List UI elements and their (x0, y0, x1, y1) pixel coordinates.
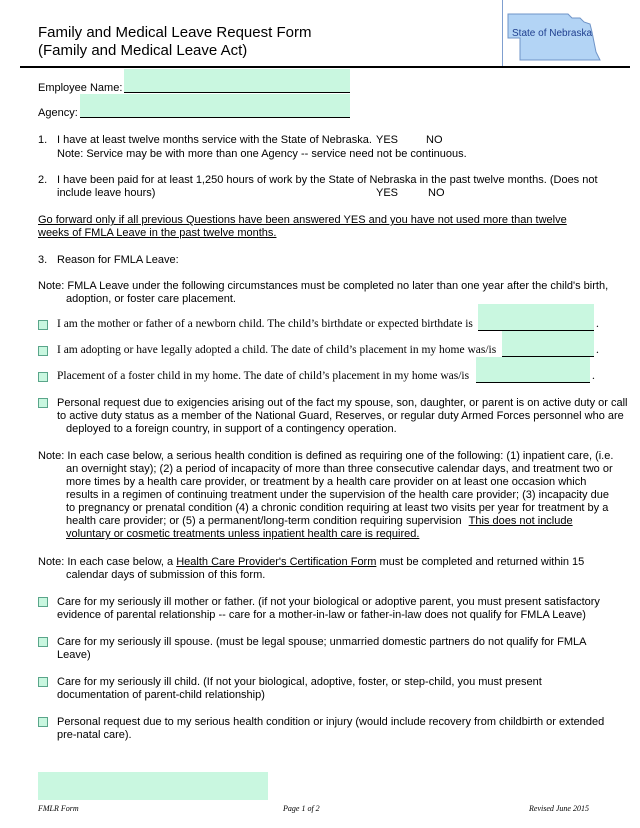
question-1-yes[interactable]: YES (376, 134, 399, 146)
care-parent-line1: Care for my seriously ill mother or father. (if not your biological or adoptive parent, you must present satisfactory (57, 596, 600, 608)
adoption-text: I am adopting or have legally adopted a child. The date of child’s placement in my home was/is (57, 344, 497, 356)
form-title (38, 24, 311, 60)
employee-name-input[interactable] (124, 79, 350, 93)
certification-form-link[interactable]: Health Care Provider's Certification Form (176, 556, 377, 568)
question-2-number: 2. (38, 174, 48, 186)
note-3-suffix: must be completed and returned within 15 (379, 556, 585, 568)
own-health-checkbox[interactable] (38, 717, 48, 727)
note-2-line4: results in a regimen of continuing treatment under the supervision of the health care provider; (3) incapacity due (66, 489, 609, 501)
care-spouse-line2: Leave) (57, 649, 91, 661)
care-parent-checkbox[interactable] (38, 597, 48, 607)
form-title-line2: (Family and Medical Leave Act) (38, 42, 248, 59)
military-exigency-line3: deployed to a foreign country, in support of a contingency operation. (66, 423, 397, 435)
note-1-line2: adoption, or foster care placement. (66, 293, 236, 305)
military-exigency-line1: Personal request due to exigencies arising out of the fact my spouse, son, daughter, or parent is on active duty or call (57, 397, 628, 409)
note-2-line6-underlined: This does not include (468, 515, 573, 527)
footer-page-number: Page 1 of 2 (283, 804, 320, 813)
care-child-line1: Care for my seriously ill child. (If not your biological, adoptive, foster, or step-child, you must present (57, 676, 542, 688)
newborn-birthdate-input[interactable] (478, 304, 594, 331)
bottom-input-field[interactable] (38, 772, 268, 800)
care-child-line2: documentation of parent-child relationship) (57, 689, 265, 701)
footer-revision-date: Revised June 2015 (529, 804, 589, 813)
note-2-line6-start: health care provider; or (5) a permanent/long-term condition requiring supervision (66, 515, 462, 527)
agency-label: Agency: (38, 107, 78, 119)
note-2-line1: Note: In each case below, a serious health condition is defined as requiring one of the following: (1) inpatient care, (i.e. (38, 450, 614, 462)
note-3-line2: calendar days of submission of this form. (66, 569, 266, 581)
foster-date-input[interactable] (476, 357, 590, 383)
forward-instruction-line1: Go forward only if all previous Questions have been answered YES and you have not used more than twelve (38, 214, 567, 226)
employee-name-label: Employee Name: (38, 82, 123, 94)
care-parent-line2: evidence of parental relationship -- care for a mother-in-law or father-in-law does not qualify for FMLA Leave) (57, 609, 586, 621)
agency-input[interactable] (80, 104, 350, 118)
footer-form-code: FMLR Form (38, 804, 79, 813)
note-2-line7: voluntary or cosmetic treatments unless inpatient health care is required. (66, 528, 420, 540)
question-2-line2: include leave hours) (57, 187, 156, 199)
newborn-checkbox[interactable] (38, 320, 48, 330)
header-divider-vertical (502, 0, 503, 66)
adoption-checkbox[interactable] (38, 346, 48, 356)
newborn-text: I am the mother or father of a newborn child. The child’s birthdate or expected birthdate is (57, 318, 473, 330)
note-2-line3: more times by a health care provider, or treatment by a health care provider on at least one occasion which (66, 476, 587, 488)
own-health-line1: Personal request due to my serious health condition or injury (would include recovery from childbirth or extended (57, 716, 605, 728)
foster-text: Placement of a foster child in my home. The date of child’s placement in my home was/is (57, 370, 470, 382)
note-2-line2: an overnight stay); (2) a period of incapacity of more than three consecutive calendar days, and treatment two or (66, 463, 613, 475)
care-spouse-checkbox[interactable] (38, 637, 48, 647)
adoption-date-input[interactable] (502, 331, 594, 357)
header-rule (20, 66, 630, 68)
note-3-line1 (38, 555, 584, 569)
military-exigency-checkbox[interactable] (38, 398, 48, 408)
question-2-line1: I have been paid for at least 1,250 hours of work by the State of Nebraska in the past twelve months. (Does not (57, 174, 598, 186)
note-2-line6 (66, 514, 573, 528)
note-1-line1: Note: FMLA Leave under the following circumstances must be completed no later than one year after the child's birth, (38, 280, 609, 292)
care-spouse-line1: Care for my seriously ill spouse. (must be legal spouse; unmarried domestic partners do not qualify for FMLA (57, 636, 587, 648)
military-exigency-line2: to active duty status as a member of the National Guard, Reserves, or regular duty Armed Forces personnel who are (57, 410, 624, 422)
adoption-period: . (596, 344, 599, 356)
note-2-line5: to pregnancy or prenatal condition (4) a chronic condition requiring at least two visits per year for treatment by a (66, 502, 609, 514)
foster-checkbox[interactable] (38, 372, 48, 382)
question-1-number: 1. (38, 134, 48, 146)
note-3-prefix: Note: In each case below, a (38, 556, 174, 568)
question-2-no[interactable]: NO (428, 187, 445, 199)
question-1-note: Note: Service may be with more than one Agency -- service need not be continuous. (57, 148, 467, 160)
question-3-text: Reason for FMLA Leave: (57, 254, 179, 266)
question-3-number: 3. (38, 254, 48, 266)
question-1-text: I have at least twelve months service with the State of Nebraska. (57, 134, 372, 146)
form-title-line1: Family and Medical Leave Request Form (38, 24, 312, 41)
care-child-checkbox[interactable] (38, 677, 48, 687)
forward-instruction-line2: weeks of FMLA Leave in the past twelve months. (38, 227, 277, 239)
newborn-period: . (596, 318, 599, 330)
question-2-yes[interactable]: YES (376, 187, 399, 199)
state-label: State of Nebraska (512, 28, 593, 39)
own-health-line2: pre-natal care). (57, 729, 132, 741)
foster-period: . (592, 370, 595, 382)
question-1-no[interactable]: NO (426, 134, 443, 146)
